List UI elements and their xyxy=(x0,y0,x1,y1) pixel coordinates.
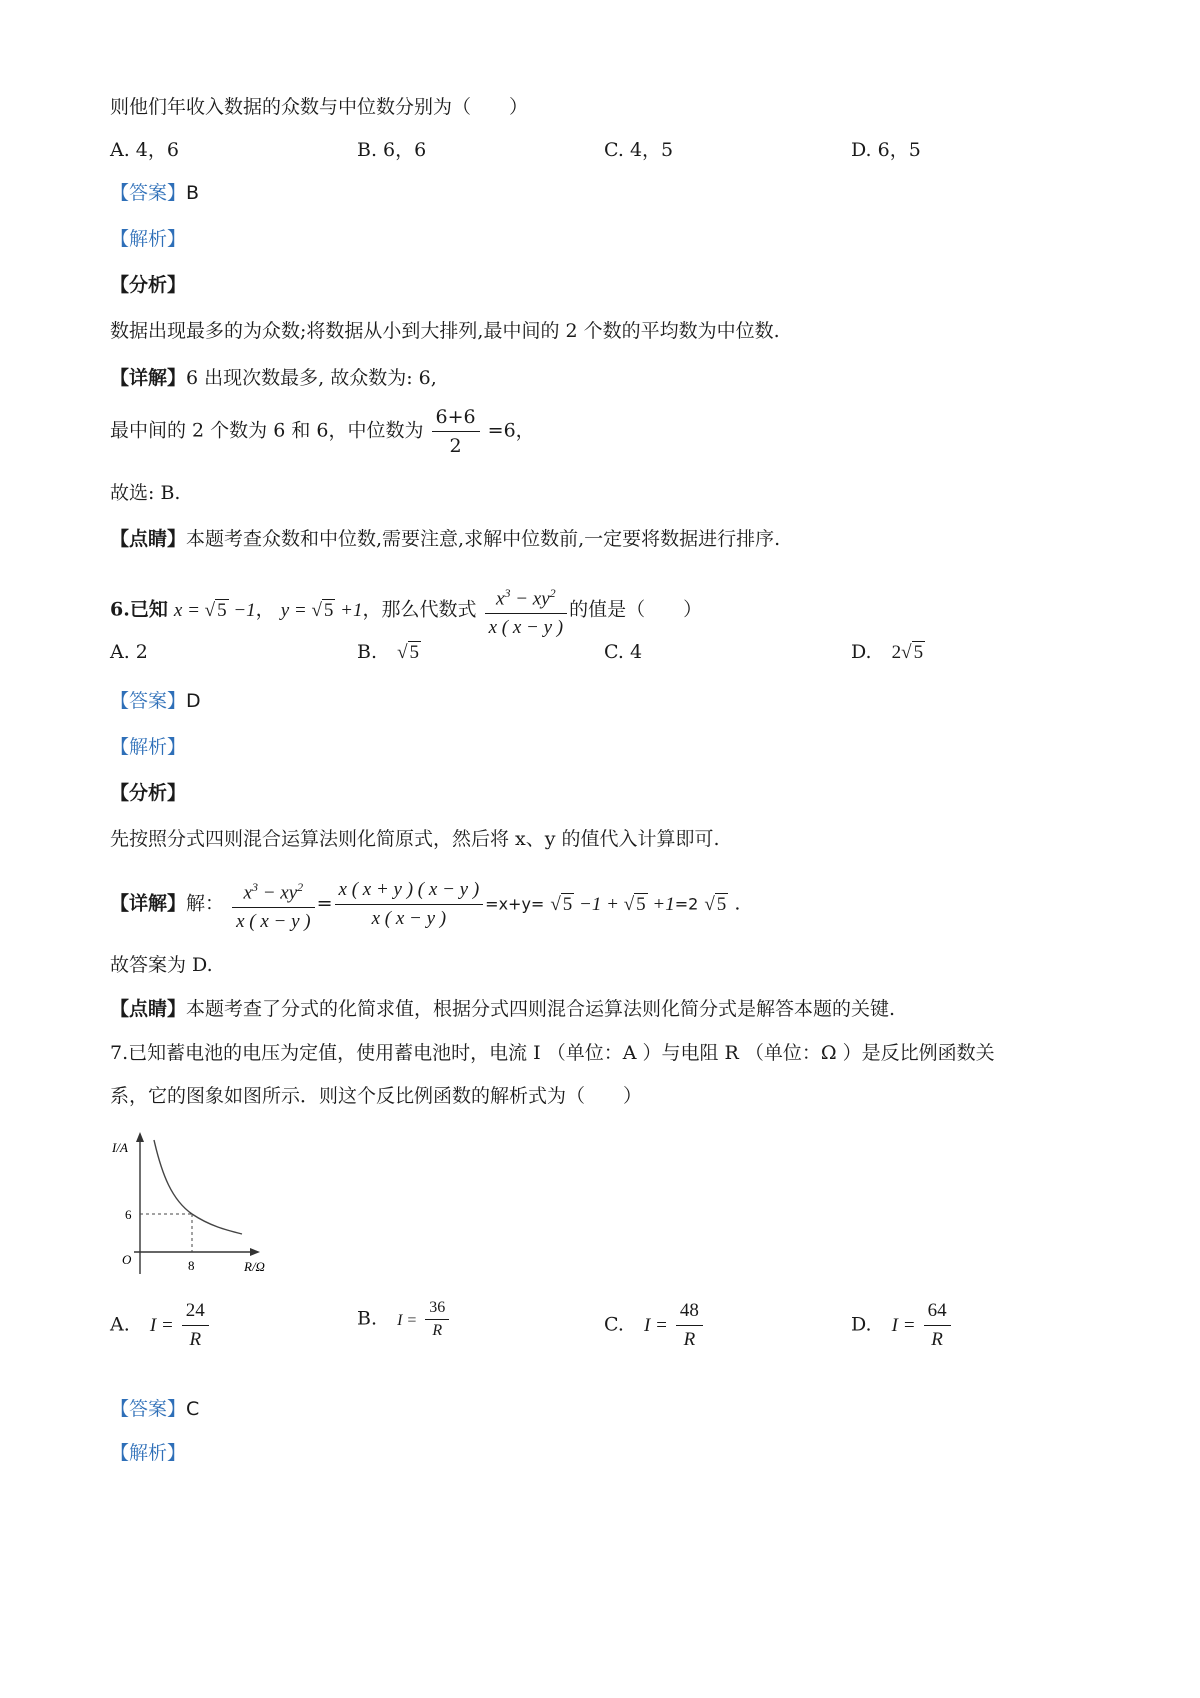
q7-option-c-fraction: $\frac{48}{R}$ xyxy=(676,1298,703,1353)
q6-option-d-value: 2√ 5 xyxy=(891,642,924,663)
hyperbola-curve xyxy=(154,1140,242,1234)
q6-choose: 故答案为 D. xyxy=(110,954,213,976)
q6-analysis-label: 【解析】 xyxy=(110,736,187,758)
q6-stem: 6.已知 x = √ 5 −1， y = √ 5 +1，那么代数式 $\frac{x^3 - xy^2}{x ( x - y )}$ 的值是（ ） xyxy=(110,580,702,641)
q7-option-a-fraction: $\frac{24}{R}$ xyxy=(182,1298,209,1353)
q5-option-c: C. 4，5 xyxy=(604,139,674,161)
answer-value: C xyxy=(186,1398,200,1420)
q6-expression-fraction xyxy=(485,580,568,641)
q7-option-c: C. I = $\frac{48}{R}$ xyxy=(604,1298,705,1353)
q5-detail-line2 xyxy=(110,404,535,459)
q6-expression-den: x ( x − y ) xyxy=(488,617,564,639)
q7-option-d-fraction: $\frac{64}{R}$ xyxy=(924,1298,951,1353)
q5-answer xyxy=(110,180,199,206)
answer-value: B xyxy=(186,182,200,204)
q7-option-b-fraction: $\frac{36}{R}$ xyxy=(425,1298,449,1341)
q6-detail: 【详解】解： $\frac{x^3 - xy^2}{x ( x - y )}$ = $\frac{x ( x + y ) ( x - y )}{x ( x - y )}$ =x+y= √ 5 −1 + √ 5 +1=2 √ 5 . xyxy=(110,874,740,935)
q5-comment xyxy=(110,526,780,552)
q6-fenxi-text: 先按照分式四则混合运算法则化简原式，然后将 x、y 的值代入计算即可. xyxy=(110,828,720,850)
y-tick-label: 6 xyxy=(125,1207,132,1222)
answer-label: 【答案】 xyxy=(110,182,187,204)
q6-option-c: C. 4 xyxy=(604,641,643,663)
q6-option-d-label: D. xyxy=(851,641,872,663)
q5-choose: 故选: B. xyxy=(110,482,181,504)
detail-jie: 解： xyxy=(186,892,225,915)
detail-line2-post: =6， xyxy=(487,419,535,442)
detail-line2-pre: 最中间的 2 个数为 6 和 6，中位数为 xyxy=(110,419,424,442)
q7-option-d: D. I = $\frac{64}{R}$ xyxy=(851,1298,953,1353)
answer-label: 【答案】 xyxy=(110,690,187,712)
detail-label: 【详解】 xyxy=(110,892,187,915)
q6-detail-frac-left: $\frac{x^3 - xy^2}{x ( x - y )}$ xyxy=(232,874,315,935)
q6-expression-num: $x^3 - xy^2$ xyxy=(485,580,568,614)
answer-label: 【答案】 xyxy=(110,1398,187,1420)
q7-stem-line2: 系，它的图象如图所示．则这个反比例函数的解析式为（ ） xyxy=(110,1085,643,1107)
q6-option-d xyxy=(851,639,925,666)
q5-fenxi-label: 【分析】 xyxy=(110,274,187,296)
q6-answer xyxy=(110,688,201,714)
x-axis-label: R/Ω xyxy=(244,1259,265,1274)
q6-suffix: 的值是（ ） xyxy=(569,598,703,621)
q7-option-a: A. I = $\frac{24}{R}$ xyxy=(110,1298,211,1353)
q6-prefix: 6.已知 xyxy=(110,598,168,621)
q7-analysis-label: 【解析】 xyxy=(110,1442,187,1464)
q6-option-a: A. 2 xyxy=(110,641,148,663)
q6-comment xyxy=(110,996,895,1022)
y-axis-label: I/A xyxy=(112,1140,128,1155)
comment-text: 本题考查了分式的化简求值，根据分式四则混合运算法则化简分式是解答本题的关键. xyxy=(186,998,896,1020)
q5-fenxi-text: 数据出现最多的为众数;将数据从小到大排列,最中间的 2 个数的平均数为中位数. xyxy=(110,320,780,342)
comment-label: 【点睛】 xyxy=(110,998,187,1020)
detail-end: =2 xyxy=(674,894,699,914)
q6-option-b-value: √ 5 xyxy=(397,642,419,663)
detail-mid: =x+y= xyxy=(485,894,545,914)
detail-text: 6 出现次数最多, 故众数为: 6, xyxy=(186,367,437,389)
q5-analysis-label: 【解析】 xyxy=(110,228,187,250)
q6-mid: ，那么代数式 xyxy=(362,598,477,621)
origin-label: O xyxy=(122,1252,132,1267)
inverse-function-graph xyxy=(110,1130,310,1290)
detail-label: 【详解】 xyxy=(110,367,187,389)
q6-detail-sum: √ 5 −1 + √ 5 +1 xyxy=(550,893,675,915)
comment-text: 本题考查众数和中位数,需要注意,求解中位数前,一定要将数据进行排序. xyxy=(186,528,781,550)
median-fraction xyxy=(432,404,480,459)
q5-option-b: B. 6，6 xyxy=(357,139,427,161)
q5-detail xyxy=(110,365,437,391)
q6-y-expr: y = √ 5 +1 xyxy=(280,599,363,621)
median-fraction-num: 6+6 xyxy=(432,404,480,432)
q5-stem: 则他们年收入数据的众数与中位数分别为（ ） xyxy=(110,96,529,118)
q6-detail-result: √ 5 xyxy=(704,893,727,915)
q7-stem-line1: 7.已知蓄电池的电压为定值，使用蓄电池时，电流 I （单位：A ）与电阻 R （单位：Ω ）是反比例函数关 xyxy=(110,1042,995,1064)
q7-answer xyxy=(110,1396,199,1422)
x-axis-arrow xyxy=(250,1248,260,1256)
q6-option-b-label: B. xyxy=(357,641,378,663)
answer-value: D xyxy=(186,690,201,712)
comment-label: 【点睛】 xyxy=(110,528,187,550)
y-axis-arrow xyxy=(136,1132,144,1142)
q6-x-expr: x = √ 5 −1 xyxy=(173,599,256,621)
q5-option-d: D. 6，5 xyxy=(851,139,921,161)
q6-detail-frac-right: $\frac{x ( x + y ) ( x - y )}{x ( x - y )}$ xyxy=(335,877,484,932)
q6-option-b xyxy=(357,639,421,666)
q5-option-a: A. 4，6 xyxy=(110,139,179,161)
q6-fenxi-label: 【分析】 xyxy=(110,782,187,804)
median-fraction-den: 2 xyxy=(449,435,462,457)
q7-option-b: B. I = $\frac{36}{R}$ xyxy=(357,1298,451,1341)
x-tick-label: 8 xyxy=(188,1258,195,1273)
